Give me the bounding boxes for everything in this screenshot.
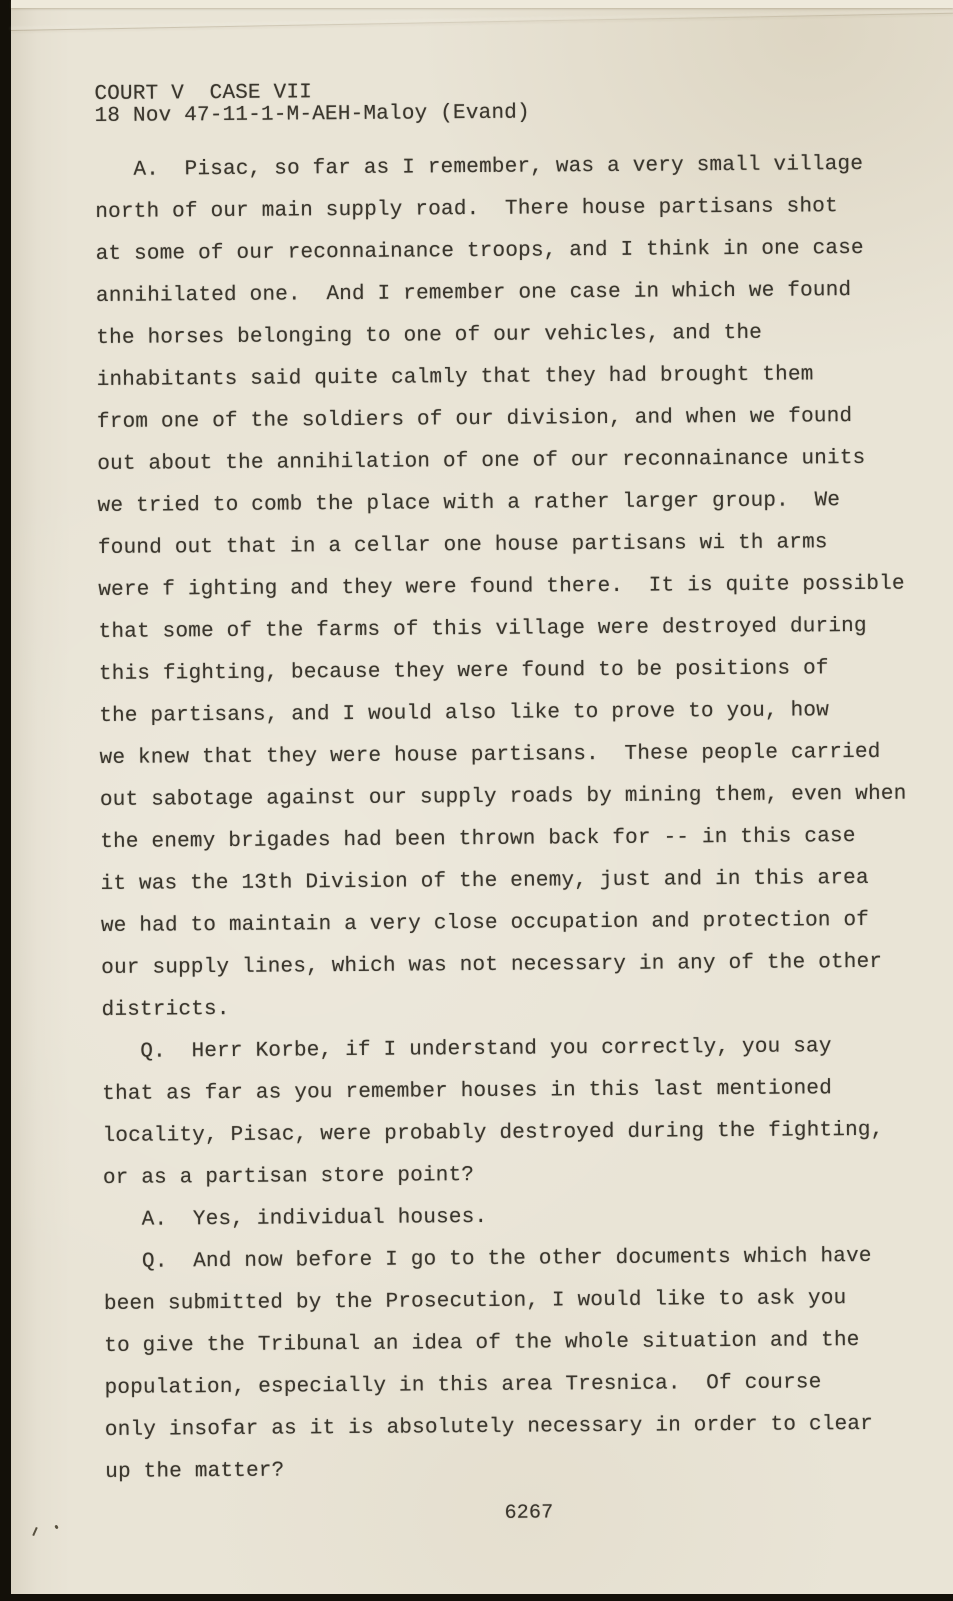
document-header: COURT V CASE VII 18 Nov 47-11-1-M-AEH-Maloy (Evand) xyxy=(94,81,530,129)
page-number: 6267 xyxy=(504,1501,554,1525)
transcript-body: A. Pisac, so far as I remember, was a very small village north of our main supply road. There house partisans shot at some of our reconnainance troops, and I think in one case annihilated one. And I remember one case in which we found the horses belonging to one of our vehicles, and the inhabitants said quite calmly that they had brought them from one of the soldiers of our division, and when we found out about the annihilation of one of our reconnainance units we tried to comb the place with a rather larger group. We found out that in a cellar one house partisans wi th arms were f ighting and they were found there. It is quite possible that some of the farms of this village were destroyed during this fighting, because they were found to be positions of the partisans, and I would also like to prove to you, how we knew that they were house partisans. These people carried out sabotage against our supply roads by mining them, even when the enemy brigades had been thrown back for -- in this case it was the 13th Division of the enemy, just and in this area we had to maintain a very close occupation and protection of our supply lines, which was not necessary in any of the other districts. Q. Herr Korbe, if I understand you correctly, you say that as far as you remember houses in this last mentioned locality, Pisac, were probably destroyed during the fighting, or as a partisan store point? A. Yes, individual houses. Q. And now before I go to the other documents which have been submitted by the Prosecution, I would like to ask you to give the Tribunal an idea of the whole situation and the population, especially in this area Tresnica. Of course only insofar as it is absolutely necessary in order to clear up the matter? xyxy=(94,152,907,1484)
